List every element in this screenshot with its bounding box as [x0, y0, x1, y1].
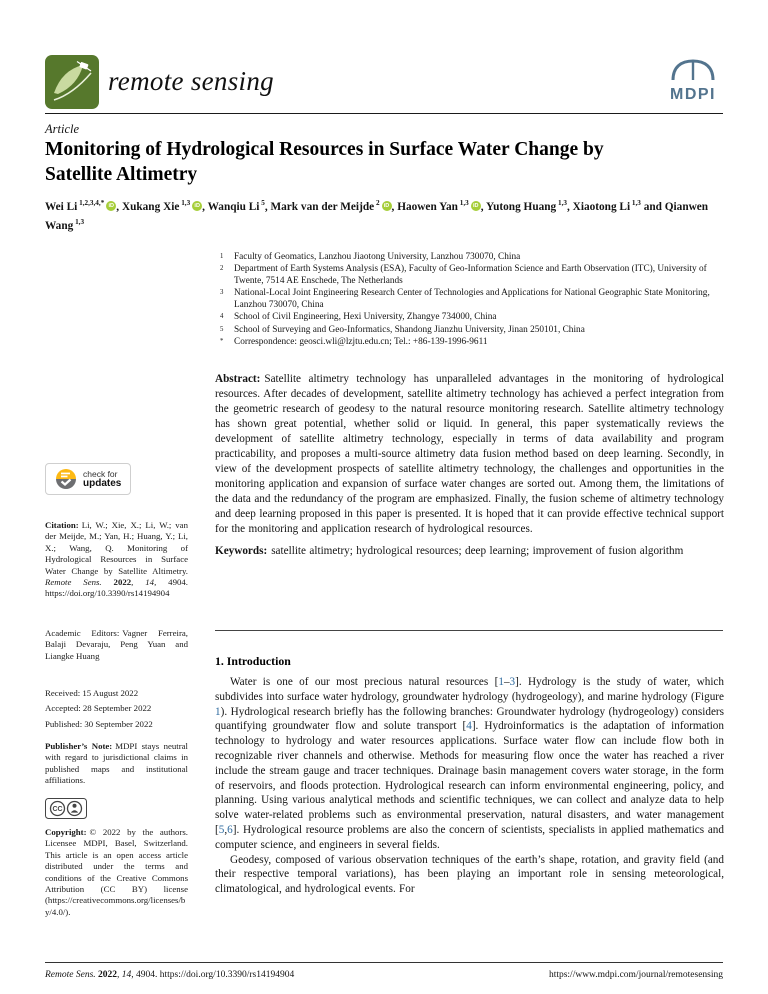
affiliation-number: 5 [220, 325, 224, 333]
abstract-block [215, 372, 724, 559]
author-name: Wei Li [45, 200, 78, 213]
dates-block [45, 688, 188, 734]
orcid-icon[interactable]: iD [192, 201, 202, 211]
author-affiliation-sup: 5 [259, 199, 265, 207]
author-affiliation-sup: 1,3 [457, 199, 469, 207]
url-link[interactable]: https://doi.org/10.3390/rs14194904 [45, 588, 170, 599]
footer-divider [45, 962, 723, 963]
academic-editors-text: Vagner Ferreira, Balaji Devaraju, Peng Yuan and Liangke Huang [45, 628, 188, 661]
abstract-divider [215, 630, 723, 631]
text-segment: ). Hydrological research briefly has the following branches: Groundwater hydrology (hydrogeology) considers quantifying groundwater flow and solute transport [ [215, 705, 724, 733]
author-affiliation-sup: 1,3 [630, 199, 641, 207]
text-segment: Remote Sens. [45, 577, 102, 588]
text-segment: Remote Sens. [45, 970, 96, 980]
remote-sensing-journal-logo-icon [45, 55, 99, 109]
affiliation-number: 4 [220, 313, 224, 321]
author-affiliation-sup: 2 [374, 199, 380, 207]
affiliation-number: 3 [220, 289, 224, 297]
received-date: Received: 15 August 2022 [45, 688, 139, 698]
copyright-block [45, 827, 188, 918]
authors-line: Wei Li $^{1,2,3,4,*}$ iD , Xukang Xie $^{1,3}$ iD , Wanqiu Li $^5$, Mark van der Meijde $^2$ iD , Haowen Yan $^{1,3}$ iD , Yutong Huang $^{1,3}$, Xiaotong Li $^{1,3}$ and Qianwen Wang $^{1,3}$ [45, 199, 709, 233]
affiliation-item [219, 287, 724, 311]
author-name: Qianwen Wang [45, 200, 709, 233]
section-heading: 1. Introduction [215, 654, 291, 668]
publishers-note-label: Publisher’s Note: [45, 741, 113, 751]
cc-by-license-badge[interactable] [45, 798, 87, 824]
author-name: Xukang Xie [121, 200, 180, 213]
text-segment: – [503, 676, 510, 688]
author-affiliation-sup: 1,2,3,4,* [77, 199, 105, 207]
reference-link[interactable]: 5 [218, 823, 225, 836]
keywords-label: Keywords: [215, 545, 268, 557]
text-segment: , [131, 577, 146, 588]
affiliation-item [219, 311, 724, 323]
cc-label: CC [52, 806, 63, 814]
affiliation-number: * [220, 337, 224, 345]
text-segment: , 4904. [131, 970, 160, 980]
academic-editors-label: Academic Editors: [45, 628, 120, 638]
text-segment: , 4904. [154, 577, 188, 588]
text-segment: ]. Hydrology is the study of water, which subdivides into surface water hydrology, groundwater hydrology (hydrogeology), and marine hydrology (Figure [215, 676, 724, 703]
article-type-label: Article [45, 122, 80, 136]
text-segment: Water is one of our most precious natural resources [ [230, 676, 499, 688]
publishers-note-block [45, 741, 188, 787]
affiliation-text: School of Surveying and Geo-Informatics, Shandong Jianzhu University, Jinan 250101, China [234, 324, 585, 335]
url-link[interactable]: https://doi.org/10.3390/rs14194904 [159, 970, 295, 980]
affiliation-text: National-Local Joint Engineering Research Center of Technologies and Applications for National Geographic State Monitoring, Lanzhou 730070, China [234, 288, 710, 311]
author-affiliation-sup: 1,3 [556, 199, 567, 207]
affiliations-list [219, 251, 724, 348]
author-name: Xiaotong Li [572, 200, 631, 213]
orcid-icon[interactable]: iD [382, 201, 392, 211]
affiliation-text: Faculty of Geomatics, Lanzhou Jiaotong University, Lanzhou 730070, China [234, 252, 521, 262]
reference-link[interactable]: 3 [509, 676, 516, 688]
text-segment: ]. Hydrological resource problems are also the concern of scientists, specialists in applied mathematics and computer science, and engineers in several fields. [215, 823, 724, 851]
reference-link[interactable]: 4 [466, 720, 472, 733]
author-affiliation-sup: 1,3 [179, 199, 191, 207]
cc-by-icon [45, 798, 87, 819]
mdpi-wordmark: MDPI [670, 86, 716, 103]
check-for-updates-line1: check for [83, 468, 118, 479]
journal-name: remote sensing [108, 66, 274, 96]
check-for-updates-badge[interactable] [45, 463, 131, 495]
reference-link[interactable]: 6 [227, 823, 233, 836]
text-segment: Li, W.; Xie, X.; Li, W.; van der Meijde, M.; Yan, H.; Huang, Y.; Li, X.; Wang, Q. Monitoring of Hydrological Resources in Surface Water Change by Satellite Altimetry. [45, 520, 188, 576]
affiliation-text: Correspondence: geosci.wli@lzjtu.edu.cn; Tel.: +86-139-1996-9611 [234, 336, 488, 347]
text-segment: 2022 [98, 970, 118, 980]
mdpi-logo [662, 58, 724, 104]
publishers-note-text: MDPI stays neutral with regard to jurisdictional claims in published maps and institutional affiliations. [45, 741, 188, 786]
reference-link[interactable]: 1 [215, 705, 221, 718]
citation-label: Citation: [45, 520, 79, 530]
text-segment: 2022 [113, 577, 132, 588]
text-segment: 14 [145, 577, 155, 588]
footer-journal-url[interactable] [549, 970, 723, 980]
check-for-updates-text [83, 470, 121, 489]
text-segment: 14 [121, 970, 132, 980]
abstract-text: Satellite altimetry technology has unparalleled advantages in the monitoring of hydrological resources. After decades of development, satellite altimetry technology has achieved a perfect integration from the geometric research of geodesy to the natural resource monitoring research. Satellite altimetry technology has shown great potential, whether solid or liquid. In general, this paper systematically reviews the development of satellite altimetry technology, especially in terms of data availability and program practicability, and proposes a multi-source altimetry data fusion method based on deep learning. Secondly, in view of the development prospects of satellite altimetry technology, the challenges and opportunities in the monitoring application and expansion of surface water changes are sorted out. Among them, the limitations of the data and the redundancy of the program are emphasized. Finally, the fusion scheme of altimetry technology and deep learning proposed in this paper is presented. It is hoped that it can provide effective technical support for the monitoring and application research of hydrological resources. [215, 373, 724, 535]
check-for-updates-line2: updates [83, 478, 122, 489]
text-segment: Geodesy, composed of various observation techniques of the earth’s shape, rotation, and gravity field (and their respective temporal variations), has been playing an important role in sensing meteorological, climatological, and hydrological events. For [215, 853, 724, 896]
accepted-date: Accepted: 28 September 2022 [45, 703, 152, 714]
author-name: Wanqiu Li [207, 200, 260, 213]
affiliation-number: 1 [220, 253, 224, 260]
introduction-paragraphs [215, 675, 724, 897]
affiliation-item [219, 251, 724, 263]
mdpi-book-icon [670, 58, 716, 82]
article-title: Monitoring of Hydrological Resources in Surface Water Change by Satellite Altimetry [45, 139, 604, 185]
copyright-label: Copyright: [45, 827, 87, 837]
body-paragraph [215, 675, 724, 853]
affiliation-item [219, 263, 724, 287]
text-segment: , [117, 970, 122, 980]
orcid-icon[interactable]: iD [471, 201, 481, 211]
text-segment: , [224, 823, 228, 836]
published-date: Published: 30 September 2022 [45, 718, 153, 729]
author-affiliation-sup: 1,3 [73, 218, 85, 227]
affiliation-number: 2 [220, 265, 224, 273]
url-link[interactable]: https://www.mdpi.com/journal/remotesensing [548, 970, 723, 980]
abstract-paragraph [215, 372, 724, 537]
author-name: Haowen Yan [397, 200, 458, 213]
academic-editors-block [45, 628, 188, 662]
abstract-label: Abstract: [215, 373, 261, 385]
affiliation-item [219, 336, 724, 348]
header-divider [45, 113, 723, 114]
text-segment [102, 577, 114, 587]
citation-text [45, 520, 188, 598]
reference-link[interactable]: 1 [498, 676, 504, 688]
citation-block [45, 520, 188, 600]
affiliation-item [219, 324, 724, 336]
author-name: Yutong Huang [485, 200, 557, 213]
footer-citation [45, 970, 294, 980]
text-segment: ]. Hydroinformatics is the adaptation of information technology to hydrology and water resources applications. Surface water flow can include flow both in recognizable river channels and otherwise. Methods for measuring flow once the water has reached a river include the stream gauge and tracer techniques. Drainage basin management covers water storage, in the form of reservoirs, and floods protection. Hydrological research can inform environmental engineering, policy, and planning. Using various analytical methods and scientific techniques, we can collect and analyze data to help solve water-related problems such as environmental preservation, natural disasters, and water management [ [215, 720, 724, 836]
affiliation-text: School of Civil Engineering, Hexi University, Zhangye 734000, China [234, 312, 497, 323]
orcid-icon[interactable]: iD [106, 201, 116, 211]
author-name: Mark van der Meijde [270, 200, 375, 213]
keywords-paragraph [215, 544, 724, 559]
keywords-text: satellite altimetry; hydrological resources; deep learning; improvement of fusion algorithm [271, 545, 684, 557]
copyright-text: © 2022 by the authors. Licensee MDPI, Basel, Switzerland. This article is an open access article distributed under the terms and conditions of the Creative Commons Attribution (CC BY) license (https://creativecommons.org/licenses/by/4.0/). [45, 827, 188, 917]
affiliation-text: Department of Earth Systems Analysis (ESA), Faculty of Geo-Information Science and Earth Observation (ITC), University of Twente, 7514 AE Enschede, The Netherlands [234, 264, 707, 287]
body-paragraph [215, 853, 724, 897]
crossmark-icon [55, 468, 77, 490]
